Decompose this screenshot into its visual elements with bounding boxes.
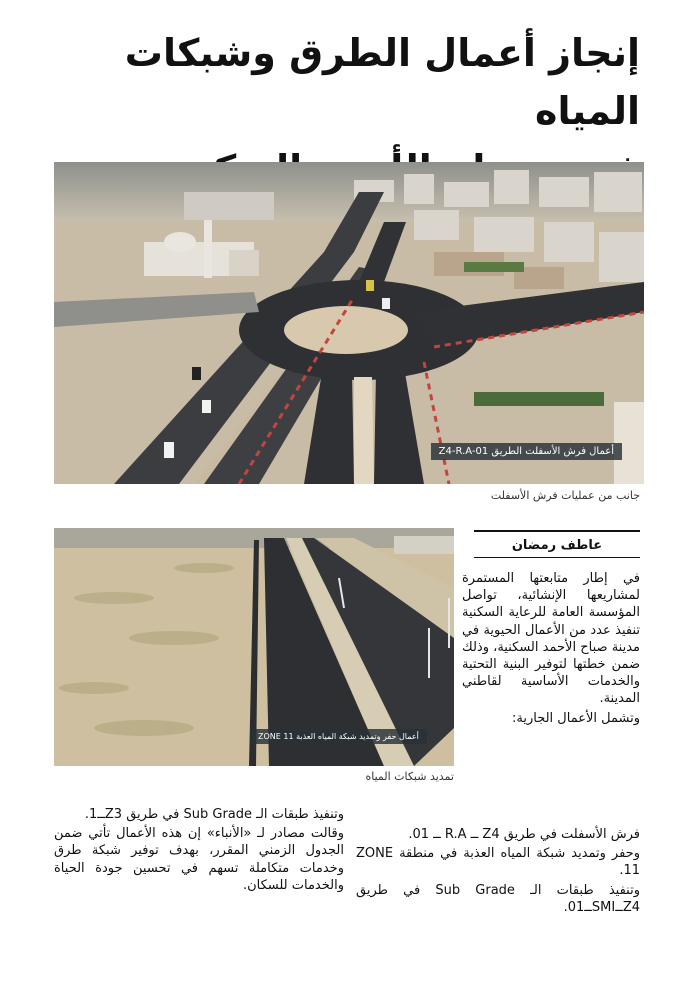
photo1-caption: جانب من عمليات فرش الأسفلت (490, 489, 640, 502)
author-byline: عاطف رمضان (474, 530, 640, 558)
body-paragraph: وتشمل الأعمال الجارية: (512, 710, 640, 726)
photo1-overlay-label: أعمال فرش الأسفلت الطريق Z4-R.A-01 (431, 443, 622, 460)
article-body-left-column (54, 806, 344, 896)
photo2-caption: تمديد شبكات المياه (365, 770, 454, 783)
photo2-overlay-label: أعمال حفر وتمديد شبكة المياه العذبة ZONE 11 (250, 729, 427, 744)
roundabout-photo-illustration (54, 162, 644, 484)
body-paragraph: وتنفيذ طبقات الـ Sub Grade في طريق Z3ــ1. (84, 807, 344, 822)
body-paragraph: في إطار متابعتها المستمرة لمشاريعها الإنشائية، تواصل المؤسسة العامة للرعاية السكنية تنفيذ عدد من الأعمال الحيوية في مدينة صباح الأحمد السكنية، وذلك ضمن خطتها لتوفير البنية التحتية والخدمات الأساسية لقاطني المدينة. (462, 571, 640, 707)
body-paragraph: وحفر وتمديد شبكة المياه العذبة في منطقة ZONE 11. (356, 846, 640, 879)
headline-line-1: إنجاز أعمال الطرق وشبكات المياه (124, 31, 640, 133)
water-network-road-photo (54, 528, 454, 766)
article-body-right-lower (356, 826, 640, 918)
body-paragraph: فرش الأسفلت في طريق Z4 ــ R.A ــ 01. (408, 827, 640, 842)
roundabout-aerial-photo (54, 162, 644, 484)
body-paragraph: وقالت مصادر لـ «الأنباء» إن هذه الأعمال تأتي ضمن الجدول الزمني المقرر، بهدف توفير شبكة طرق وخدمات متكاملة تسهم في تحسين جودة الحياة والخدمات للسكان. (54, 826, 344, 893)
article-body-right-column (462, 570, 640, 729)
body-paragraph: وتنفيذ طبقات الـ Sub Grade في طريق Z4ــSMIــ01. (356, 882, 640, 915)
